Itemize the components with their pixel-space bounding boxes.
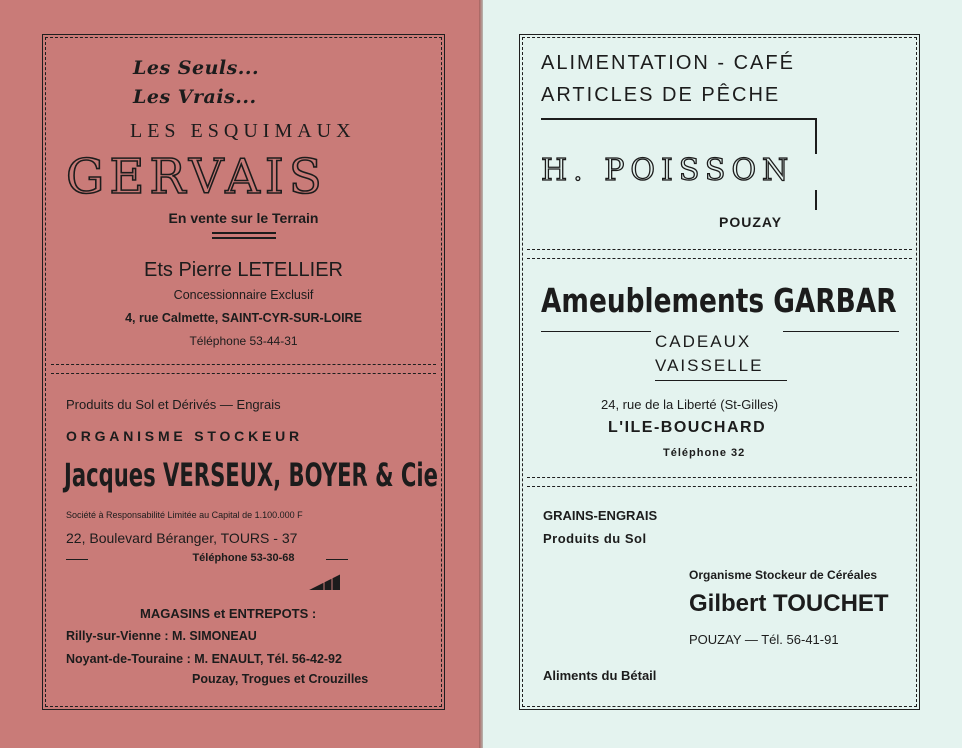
verseux-phone: Téléphone 53-30-68 bbox=[192, 552, 295, 564]
poisson-line-1: ALIMENTATION - CAFÉ bbox=[541, 52, 795, 74]
gervais-double-rule-2 bbox=[212, 237, 276, 239]
garbar-rule-right bbox=[783, 331, 899, 332]
poisson-town: POUZAY bbox=[719, 214, 783, 230]
verseux-legal: Société à Responsabilité Limitée au Capital de 1.100.000 F bbox=[66, 510, 303, 520]
verseux-stores-title: MAGASINS et ENTREPOTS : bbox=[140, 606, 317, 621]
touchet-name: Gilbert TOUCHET bbox=[689, 590, 889, 617]
left-separator bbox=[51, 364, 436, 374]
right-page bbox=[483, 0, 962, 748]
gervais-slogan-1: Les Seuls... bbox=[133, 57, 260, 79]
poisson-bracket-top bbox=[541, 118, 817, 120]
verseux-store-3: Pouzay, Trogues et Crouzilles bbox=[192, 672, 369, 686]
verseux-phone-dash-right bbox=[326, 559, 348, 560]
gervais-double-rule bbox=[212, 232, 276, 234]
gervais-phone: Téléphone 53-44-31 bbox=[189, 334, 298, 348]
poisson-line-2: ARTICLES DE PÊCHE bbox=[541, 84, 781, 106]
touchet-footer: Aliments du Bétail bbox=[543, 668, 657, 683]
gervais-tagline: En vente sur le Terrain bbox=[168, 210, 319, 226]
poisson-name: H. POISSON bbox=[541, 153, 795, 188]
garbar-line-2: VAISSELLE bbox=[655, 356, 764, 375]
gervais-role: Concessionnaire Exclusif bbox=[173, 288, 314, 302]
right-separator-1 bbox=[527, 249, 912, 259]
garbar-rule-under bbox=[655, 380, 787, 381]
verseux-logo-mark bbox=[308, 574, 340, 590]
gervais-brand-line: LES ESQUIMAUX bbox=[130, 120, 356, 142]
verseux-company: Jacques VERSEUX, BOYER & Cie bbox=[64, 456, 438, 494]
poisson-bracket-lower bbox=[815, 190, 817, 210]
touchet-line-2: Produits du Sol bbox=[543, 531, 647, 546]
garbar-town: L'ILE-BOUCHARD bbox=[608, 419, 767, 436]
garbar-line-1: CADEAUX bbox=[655, 332, 752, 351]
gervais-slogan-2: Les Vrais... bbox=[133, 86, 257, 108]
touchet-line-1: GRAINS-ENGRAIS bbox=[543, 508, 658, 523]
touchet-org: Organisme Stockeur de Céréales bbox=[689, 568, 878, 582]
verseux-org: ORGANISME STOCKEUR bbox=[66, 428, 303, 444]
gervais-address: 4, rue Calmette, SAINT-CYR-SUR-LOIRE bbox=[125, 311, 362, 325]
garbar-name: Ameublements GARBAR bbox=[541, 281, 897, 320]
verseux-store-2: Noyant-de-Touraine : M. ENAULT, Tél. 56-42-92 bbox=[66, 652, 342, 666]
garbar-rule-left bbox=[541, 331, 651, 332]
touchet-contact: POUZAY — Tél. 56-41-91 bbox=[689, 632, 839, 647]
garbar-address: 24, rue de la Liberté (St-Gilles) bbox=[601, 397, 779, 412]
right-separator-2 bbox=[527, 477, 912, 487]
poisson-bracket-side bbox=[815, 118, 817, 154]
verseux-address: 22, Boulevard Béranger, TOURS - 37 bbox=[66, 530, 298, 546]
verseux-products: Produits du Sol et Dérivés — Engrais bbox=[66, 397, 281, 412]
garbar-phone: Téléphone 32 bbox=[663, 447, 746, 459]
verseux-store-1: Rilly-sur-Vienne : M. SIMONEAU bbox=[66, 629, 257, 643]
gervais-brand-name: GERVAIS bbox=[66, 149, 327, 205]
gervais-company: Ets Pierre LETELLIER bbox=[144, 259, 343, 281]
